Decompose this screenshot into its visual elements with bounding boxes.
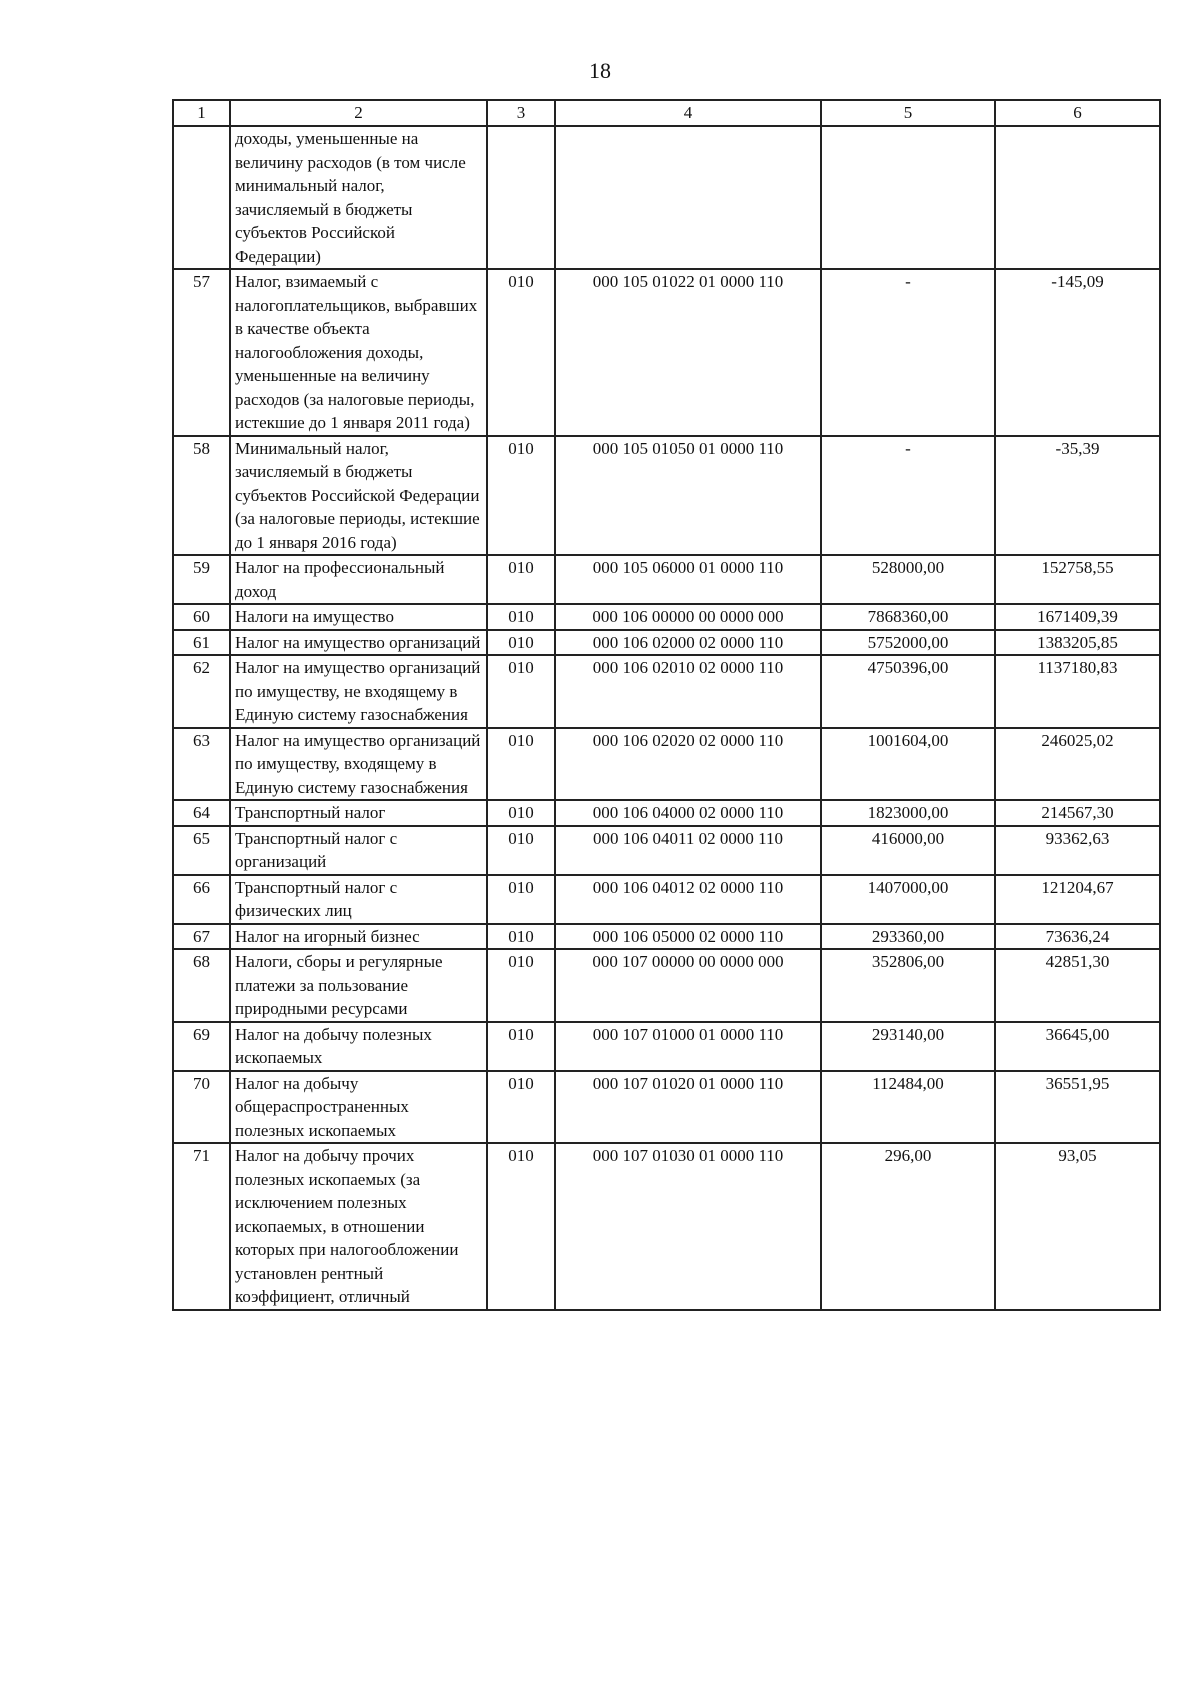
admin-code: 010: [487, 826, 555, 875]
row-number: 68: [173, 949, 230, 1022]
table-row: [173, 728, 1160, 801]
budget-classification-code: 000 105 06000 01 0000 110: [555, 555, 821, 604]
admin-code: 010: [487, 800, 555, 826]
budget-classification-code: 000 105 01050 01 0000 110: [555, 436, 821, 556]
revenue-name: Налог на имущество организаций по имуществу, не входящему в Единую систему газоснабжения: [230, 655, 487, 728]
revenue-name: Минимальный налог, зачисляемый в бюджеты субъектов Российской Федерации (за налоговые периоды, истекшие до 1 января 2016 года): [230, 436, 487, 556]
planned-amount: 112484,00: [821, 1071, 995, 1144]
row-number: 71: [173, 1143, 230, 1310]
actual-amount: 121204,67: [995, 875, 1160, 924]
budget-classification-code: 000 107 01030 01 0000 110: [555, 1143, 821, 1310]
row-number: 63: [173, 728, 230, 801]
planned-amount: 352806,00: [821, 949, 995, 1022]
planned-amount: 293360,00: [821, 924, 995, 950]
budget-classification-code: 000 106 04000 02 0000 110: [555, 800, 821, 826]
row-number: 70: [173, 1071, 230, 1144]
revenue-name: Налог на добычу общераспространенных полезных ископаемых: [230, 1071, 487, 1144]
budget-classification-code: [555, 126, 821, 269]
table-row: [173, 269, 1160, 436]
planned-amount: 528000,00: [821, 555, 995, 604]
revenue-name: Налоги, сборы и регулярные платежи за пользование природными ресурсами: [230, 949, 487, 1022]
table-row: [173, 924, 1160, 950]
column-header: 5: [821, 100, 995, 126]
actual-amount: -145,09: [995, 269, 1160, 436]
row-number: 67: [173, 924, 230, 950]
planned-amount: 5752000,00: [821, 630, 995, 656]
budget-classification-code: 000 107 01020 01 0000 110: [555, 1071, 821, 1144]
table-row: [173, 555, 1160, 604]
revenue-name: Налог на добычу прочих полезных ископаемых (за исключением полезных ископаемых, в отношении которых при налогообложении установлен рентный коэффициент, отличный: [230, 1143, 487, 1310]
admin-code: 010: [487, 949, 555, 1022]
revenue-name: Налог на имущество организаций по имуществу, входящему в Единую систему газоснабжения: [230, 728, 487, 801]
planned-amount: 7868360,00: [821, 604, 995, 630]
actual-amount: 1137180,83: [995, 655, 1160, 728]
planned-amount: 1407000,00: [821, 875, 995, 924]
actual-amount: 1383205,85: [995, 630, 1160, 656]
column-header: 3: [487, 100, 555, 126]
admin-code: 010: [487, 1022, 555, 1071]
row-number: 60: [173, 604, 230, 630]
column-header: 4: [555, 100, 821, 126]
row-number: 69: [173, 1022, 230, 1071]
budget-classification-code: 000 107 00000 00 0000 000: [555, 949, 821, 1022]
actual-amount: 93,05: [995, 1143, 1160, 1310]
planned-amount: 4750396,00: [821, 655, 995, 728]
actual-amount: 152758,55: [995, 555, 1160, 604]
budget-classification-code: 000 106 04011 02 0000 110: [555, 826, 821, 875]
row-number: [173, 126, 230, 269]
table-row: [173, 1071, 1160, 1144]
revenue-name: Транспортный налог с организаций: [230, 826, 487, 875]
table-row: [173, 949, 1160, 1022]
row-number: 59: [173, 555, 230, 604]
admin-code: 010: [487, 604, 555, 630]
table-row: [173, 604, 1160, 630]
actual-amount: 42851,30: [995, 949, 1160, 1022]
table-row: [173, 800, 1160, 826]
table-row: [173, 875, 1160, 924]
revenue-name: доходы, уменьшенные на величину расходов (в том числе минимальный налог, зачисляемый в бюджеты субъектов Российской Федерации): [230, 126, 487, 269]
admin-code: 010: [487, 436, 555, 556]
row-number: 64: [173, 800, 230, 826]
table-row: [173, 1022, 1160, 1071]
row-number: 65: [173, 826, 230, 875]
admin-code: 010: [487, 555, 555, 604]
column-header: 2: [230, 100, 487, 126]
budget-classification-code: 000 106 05000 02 0000 110: [555, 924, 821, 950]
budget-classification-code: 000 107 01000 01 0000 110: [555, 1022, 821, 1071]
table-row: [173, 826, 1160, 875]
budget-classification-code: 000 105 01022 01 0000 110: [555, 269, 821, 436]
revenue-name: Транспортный налог с физических лиц: [230, 875, 487, 924]
admin-code: 010: [487, 1143, 555, 1310]
planned-amount: 293140,00: [821, 1022, 995, 1071]
planned-amount: -: [821, 436, 995, 556]
planned-amount: 1823000,00: [821, 800, 995, 826]
budget-classification-code: 000 106 02010 02 0000 110: [555, 655, 821, 728]
budget-classification-code: 000 106 02000 02 0000 110: [555, 630, 821, 656]
revenue-name: Налог на игорный бизнес: [230, 924, 487, 950]
planned-amount: [821, 126, 995, 269]
planned-amount: 296,00: [821, 1143, 995, 1310]
revenue-name: Налог на имущество организаций: [230, 630, 487, 656]
actual-amount: 93362,63: [995, 826, 1160, 875]
planned-amount: -: [821, 269, 995, 436]
planned-amount: 416000,00: [821, 826, 995, 875]
revenue-name: Транспортный налог: [230, 800, 487, 826]
page-number: 18: [589, 58, 611, 83]
row-number: 61: [173, 630, 230, 656]
actual-amount: 246025,02: [995, 728, 1160, 801]
actual-amount: 36645,00: [995, 1022, 1160, 1071]
budget-classification-code: 000 106 02020 02 0000 110: [555, 728, 821, 801]
planned-amount: 1001604,00: [821, 728, 995, 801]
actual-amount: 214567,30: [995, 800, 1160, 826]
revenue-name: Налоги на имущество: [230, 604, 487, 630]
actual-amount: -35,39: [995, 436, 1160, 556]
row-number: 66: [173, 875, 230, 924]
admin-code: 010: [487, 728, 555, 801]
row-number: 58: [173, 436, 230, 556]
admin-code: 010: [487, 269, 555, 436]
actual-amount: 73636,24: [995, 924, 1160, 950]
revenue-name: Налог на добычу полезных ископаемых: [230, 1022, 487, 1071]
row-number: 62: [173, 655, 230, 728]
admin-code: [487, 126, 555, 269]
admin-code: 010: [487, 924, 555, 950]
actual-amount: 36551,95: [995, 1071, 1160, 1144]
admin-code: 010: [487, 1071, 555, 1144]
admin-code: 010: [487, 875, 555, 924]
budget-revenue-table: [172, 99, 1161, 1311]
table-row: [173, 436, 1160, 556]
actual-amount: [995, 126, 1160, 269]
column-header: 1: [173, 100, 230, 126]
admin-code: 010: [487, 630, 555, 656]
column-header: 6: [995, 100, 1160, 126]
budget-classification-code: 000 106 00000 00 0000 000: [555, 604, 821, 630]
table-row: [173, 1143, 1160, 1310]
table-row: [173, 630, 1160, 656]
revenue-name: Налог, взимаемый с налогоплательщиков, выбравших в качестве объекта налогообложения доходы, уменьшенные на величину расходов (за налоговые периоды, истекшие до 1 января 2011 года): [230, 269, 487, 436]
column-number-header: [173, 100, 1160, 126]
revenue-name: Налог на профессиональный доход: [230, 555, 487, 604]
table-row: [173, 126, 1160, 269]
admin-code: 010: [487, 655, 555, 728]
budget-classification-code: 000 106 04012 02 0000 110: [555, 875, 821, 924]
actual-amount: 1671409,39: [995, 604, 1160, 630]
row-number: 57: [173, 269, 230, 436]
table-row: [173, 655, 1160, 728]
